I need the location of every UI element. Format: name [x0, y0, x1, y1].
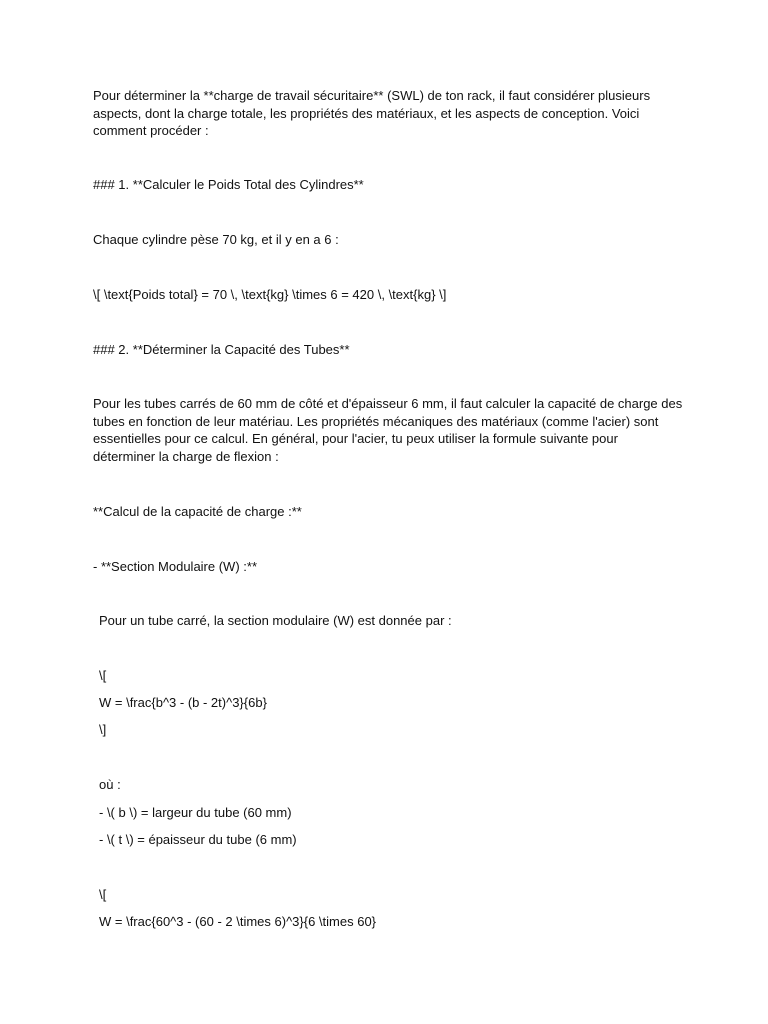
formula-2-body: W = \frac{60^3 - (60 - 2 \times 6)^3}{6 \times 60}	[99, 914, 377, 929]
tubes-line: essentielles pour ce calcul. En général, pour l'acier, tu peux utiliser la formule suivante pour	[93, 431, 618, 446]
tubes-line: tubes en fonction de leur matériau. Les propriétés mécaniques des matériaux (comme l'acier) sont	[93, 413, 659, 429]
tubes-line: déterminer la charge de flexion :	[93, 448, 279, 464]
intro-line: aspects, dont la charge totale, les propriétés des matériaux, et les aspects de conception. Voici	[93, 105, 640, 121]
where-t: - \( t \) = épaisseur du tube (6 mm)	[99, 832, 297, 847]
total-weight-formula: \[ \text{Poids total} = 70 \, \text{kg} \times 6 = 420 \, \text{kg} \]	[93, 287, 447, 302]
section-modulus-item: - **Section Modulaire (W) :**	[93, 559, 257, 574]
tubes-paragraph	[93, 395, 688, 465]
tubes-line: Pour les tubes carrés de 60 mm de côté et d'épaisseur 6 mm, il faut calculer la capacité de charge des	[93, 396, 683, 411]
where-label: où :	[99, 777, 121, 792]
where-b: - \( b \) = largeur du tube (60 mm)	[99, 805, 292, 820]
formula-1-body: W = \frac{b^3 - (b - 2t)^3}{6b}	[99, 695, 267, 710]
cylinders-text: Chaque cylindre pèse 70 kg, et il y en a 6 :	[93, 232, 339, 247]
heading-2: ### 2. **Déterminer la Capacité des Tubes**	[93, 342, 350, 357]
formula-2-open: \[	[99, 887, 107, 902]
formula-1-open: \[	[99, 668, 107, 683]
square-tube-text: Pour un tube carré, la section modulaire (W) est donnée par :	[99, 613, 452, 628]
intro-line: comment procéder :	[93, 123, 209, 138]
heading-1: ### 1. **Calculer le Poids Total des Cylindres**	[93, 177, 364, 192]
capacity-heading: **Calcul de la capacité de charge :**	[93, 504, 302, 519]
intro-paragraph	[93, 87, 688, 140]
formula-1-close: \]	[99, 722, 107, 737]
intro-line: Pour déterminer la **charge de travail sécuritaire** (SWL) de ton rack, il faut considérer plusieurs	[93, 88, 651, 103]
